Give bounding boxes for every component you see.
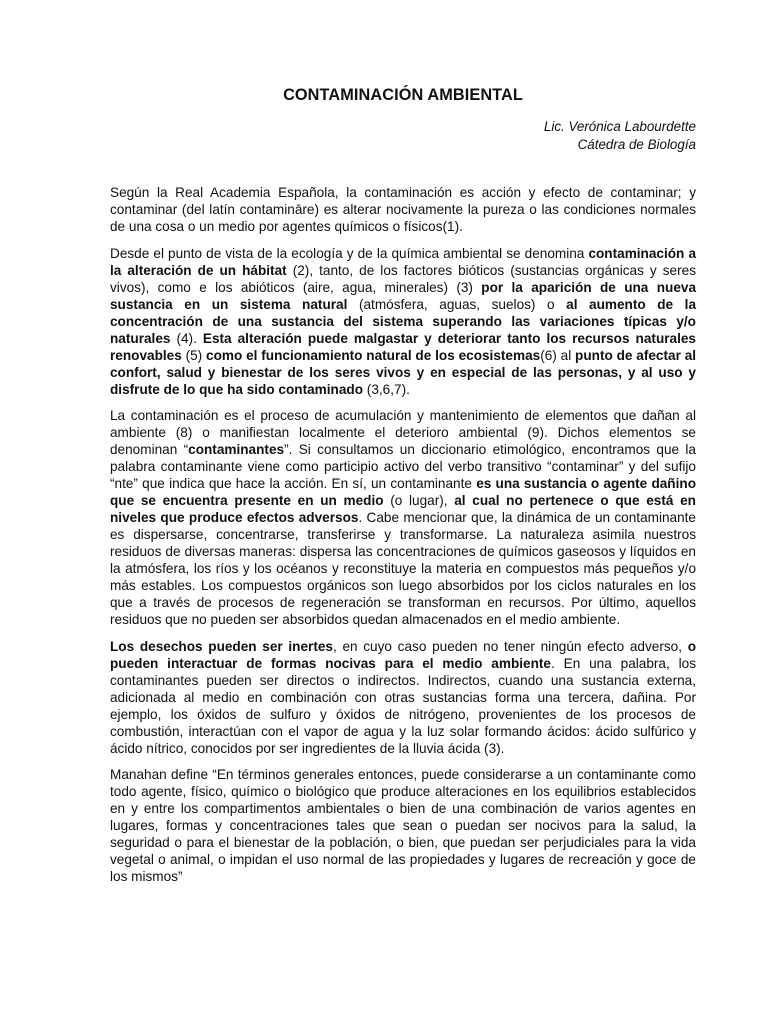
text-run: (o lugar),	[383, 493, 455, 508]
byline	[110, 118, 696, 153]
bold-text: contaminantes	[188, 442, 285, 457]
document-title: CONTAMINACIÓN AMBIENTAL	[283, 86, 523, 104]
text-run: Manahan define “En términos generales entonces, puede considerarse a un contaminante como todo agente, físico, químico o biológico que produce alteraciones en los equilibrios establecidos en y entre los compartimentos ambientales o bien de una combinación de varios agentes en lugares, formas y concentraciones tales que sean o puedan ser nocivos para la salud, la seguridad o para el bienestar de la población, o bien, que puedan ser perjudiciales para la vida vegetal o animal, o impidan el uso normal de las propiedades y lugares de recreación y goce de los mismos”	[110, 767, 696, 884]
author-affiliation: Cátedra de Biología	[577, 136, 696, 152]
text-run: (2), tanto, de los factores bióticos (sustancias orgánicas y seres vivos), como e los abióticos (aire, agua, minerales) (3)	[110, 262, 696, 295]
text-run: La contaminación es el proceso de acumulación y mantenimiento de elementos que dañan al ambiente (8) o manifiestan localmente el deterioro ambiental (9). Dichos elementos se denominan “	[110, 408, 696, 457]
bold-text: como el funcionamiento natural de los ecosistemas	[206, 347, 541, 363]
text-run: (atmósfera, aguas, suelos) o	[347, 296, 567, 312]
paragraph	[110, 407, 696, 628]
text-run: . Cabe mencionar que, la dinámica de un contaminante es dispersarse, concentrarse, transferirse y transformarse. La naturaleza asimila nuestros residuos de diversas maneras: dispersa las concentraciones de químicos gaseosos y líquidos en la atmósfera, los ríos y los océanos y reconstituye la materia en compuestos más pequeños y/o más estables. Los compuestos orgánicos son luego absorbidos por los ciclos naturales en los que a través de procesos de regeneración se transforman en recursos. Por último, aquellos residuos que no pueden ser absorbidos quedan almacenados en el medio ambiente.	[110, 510, 696, 627]
bold-text: Los desechos pueden ser inertes	[110, 638, 333, 654]
bold-text: contaminación a la alteración de un hábitat	[110, 245, 697, 278]
document-page	[110, 0, 696, 895]
text-run: , en cuyo caso pueden no tener ningún efecto adverso,	[332, 638, 688, 654]
author-name: Lic. Verónica Labourdette	[543, 119, 696, 134]
bold-text: o pueden interactuar de formas nocivas para el medio ambiente	[110, 638, 696, 671]
bold-text: Esta alteración puede malgastar y deteriorar tanto los recursos naturales renovables	[110, 330, 696, 363]
bold-text: por la aparición de una nueva sustancia en un sistema natural	[110, 279, 696, 312]
paragraph	[110, 638, 696, 757]
text-run: Desde el punto de vista de la ecología y de la química ambiental se denomina	[110, 245, 589, 261]
text-run: (4).	[170, 330, 203, 346]
paragraph	[110, 245, 696, 398]
paragraph	[110, 184, 696, 235]
text-run: ”. Si consultamos un diccionario etimológico, encontramos que la palabra contaminante viene como participio activo del verbo transitivo “contaminar” y del sufijo “nte” que indica que hace la acción. En sí, un contaminante	[110, 442, 696, 491]
document-body	[110, 184, 696, 885]
bold-text: punto de afectar al confort, salud y bienestar de los seres vivos y en especial de las personas, y al uso y disfrute de lo que ha sido contaminado	[110, 347, 697, 397]
text-run: (3,6,7).	[363, 381, 410, 397]
text-run: Según la Real Academia Española, la contaminación es acción y efecto de contaminar; y contaminar (del latín contamināre) es alterar nocivamente la pureza o las condiciones normales de una cosa o un medio por agentes químicos o físicos(1).	[110, 185, 696, 234]
bold-text: es una sustancia o agente dañino que se encuentra presente en un medio	[110, 476, 696, 508]
bold-text: al cual no pertenece o que está en niveles que produce efectos adversos	[110, 493, 696, 525]
text-run: . En una palabra, los contaminantes pueden ser directos o indirectos. Indirectos, cuando una sustancia externa, adicionada al medio en combinación con otras sustancias forma una tercera, dañina. Por ejemplo, los óxidos de sulfuro y óxidos de nitrógeno, provenientes de los procesos de combustión, interactúan con el vapor de agua y la luz solar formando ácidos: ácido sulfúrico y ácido nítrico, conocidos por ser ingredientes de la lluvia ácida (3).	[110, 655, 696, 756]
text-run: (6) al	[540, 347, 576, 363]
paragraph	[110, 766, 696, 885]
text-run: (5)	[181, 347, 207, 363]
bold-text: al aumento de la concentración de una sustancia del sistema superando las variaciones típicas y/o naturales	[110, 296, 697, 346]
